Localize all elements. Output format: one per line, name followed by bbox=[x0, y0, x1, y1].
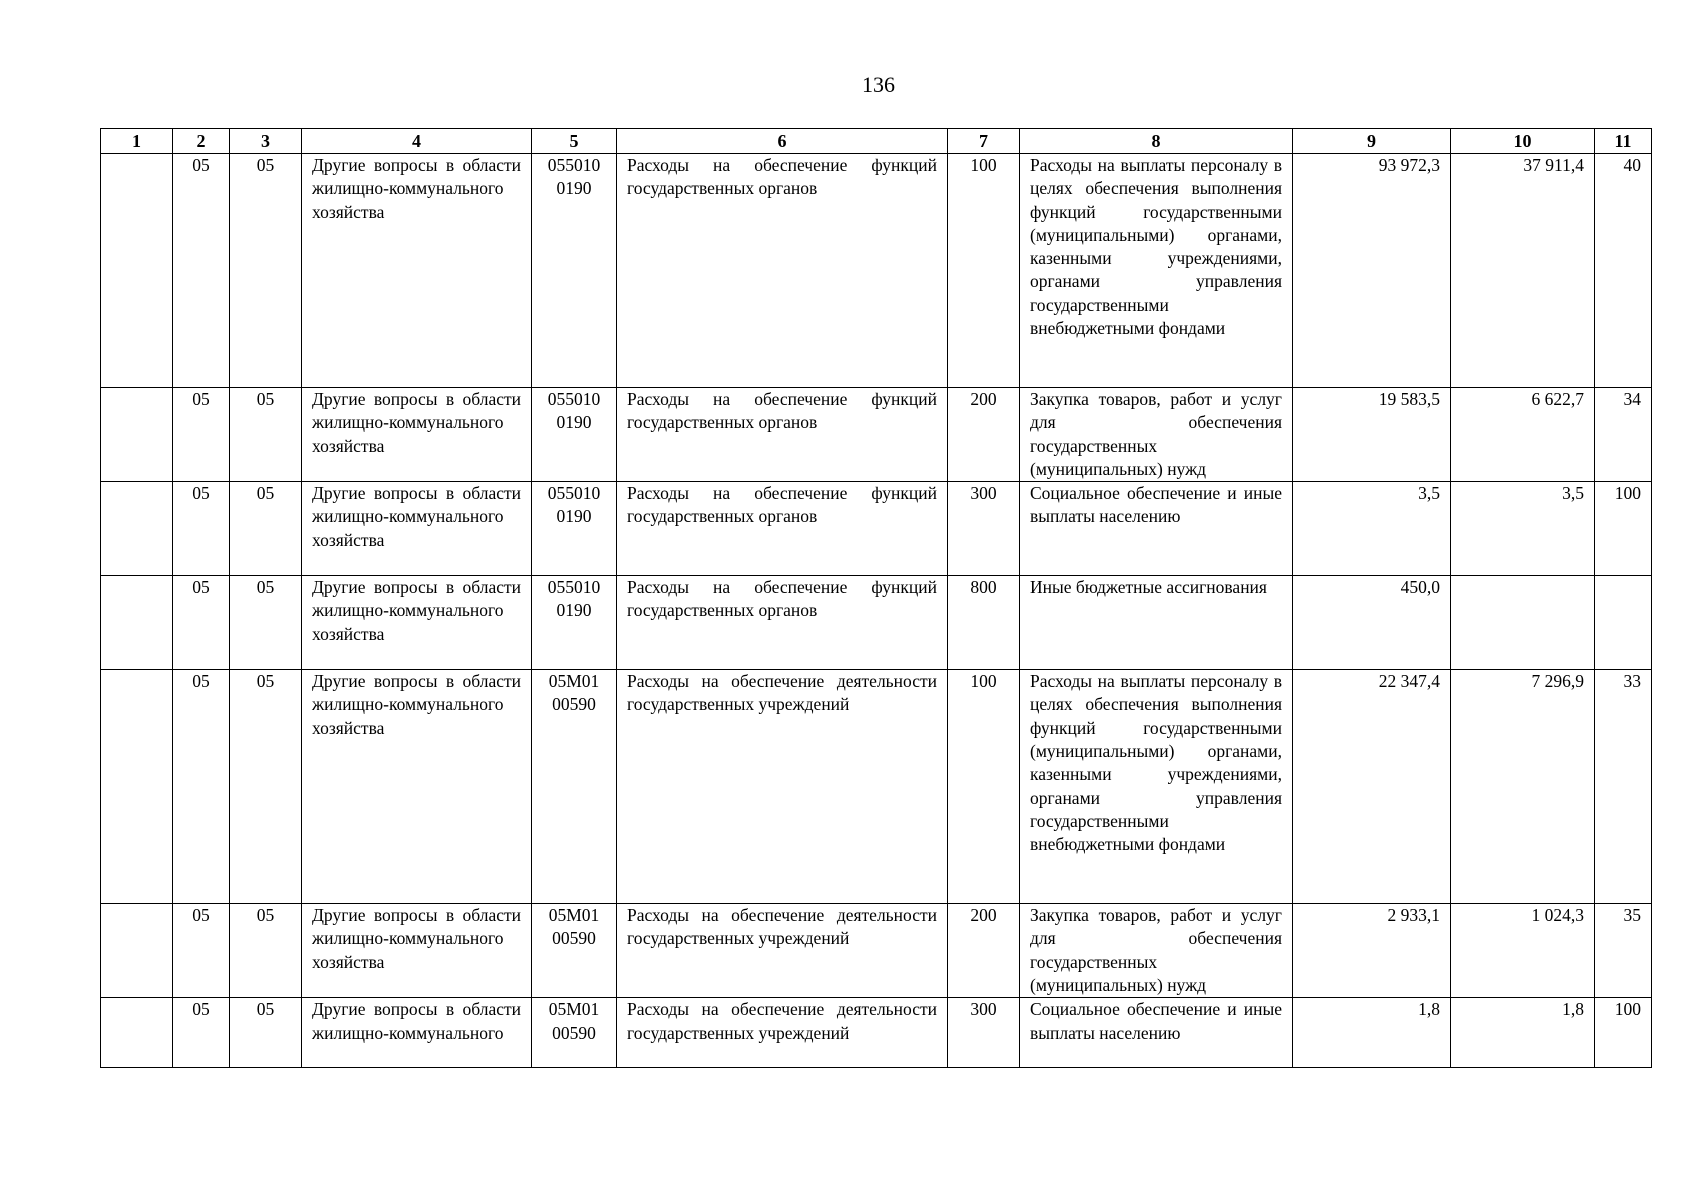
column-header-9: 9 bbox=[1293, 129, 1451, 154]
cell-subsection: 05 bbox=[230, 998, 302, 1068]
cell-expense-type: 200 bbox=[948, 388, 1020, 482]
cell-expense-type: 100 bbox=[948, 154, 1020, 388]
cell-actual-value bbox=[1451, 576, 1595, 670]
cell-plan-value: 93 972,3 bbox=[1293, 154, 1451, 388]
cell-subsection-name: Другие вопросы в области жилищно-коммунального bbox=[302, 998, 532, 1068]
column-header-10: 10 bbox=[1451, 129, 1595, 154]
cell-actual-value: 1,8 bbox=[1451, 998, 1595, 1068]
cell-percent: 100 bbox=[1595, 482, 1652, 576]
cell-subsection-name: Другие вопросы в области жилищно-коммунального хозяйства bbox=[302, 482, 532, 576]
cell-percent: 100 bbox=[1595, 998, 1652, 1068]
cell-expense-name: Социальное обеспечение и иные выплаты населению bbox=[1020, 482, 1293, 576]
cell-col1 bbox=[101, 904, 173, 998]
table-row bbox=[101, 998, 1652, 1068]
cell-plan-value: 22 347,4 bbox=[1293, 670, 1451, 904]
page-number: 136 bbox=[862, 72, 895, 97]
table-header-row bbox=[101, 129, 1652, 154]
cell-col1 bbox=[101, 482, 173, 576]
cell-target-name: Расходы на обеспечение деятельности государственных учреждений bbox=[617, 998, 948, 1068]
cell-percent: 34 bbox=[1595, 388, 1652, 482]
cell-subsection: 05 bbox=[230, 576, 302, 670]
cell-actual-value: 1 024,3 bbox=[1451, 904, 1595, 998]
table-row bbox=[101, 154, 1652, 388]
cell-expense-name: Закупка товаров, работ и услуг для обеспечения государственных (муниципальных) нужд bbox=[1020, 388, 1293, 482]
cell-percent: 40 bbox=[1595, 154, 1652, 388]
cell-actual-value: 6 622,7 bbox=[1451, 388, 1595, 482]
cell-plan-value: 1,8 bbox=[1293, 998, 1451, 1068]
cell-percent: 33 bbox=[1595, 670, 1652, 904]
column-header-7: 7 bbox=[948, 129, 1020, 154]
cell-actual-value: 37 911,4 bbox=[1451, 154, 1595, 388]
column-header-1: 1 bbox=[101, 129, 173, 154]
cell-section: 05 bbox=[173, 904, 230, 998]
cell-target-name: Расходы на обеспечение деятельности государственных учреждений bbox=[617, 904, 948, 998]
cell-target-code: 05М01 00590 bbox=[532, 904, 617, 998]
cell-target-name: Расходы на обеспечение функций государственных органов bbox=[617, 576, 948, 670]
cell-expense-name: Иные бюджетные ассигнования bbox=[1020, 576, 1293, 670]
cell-plan-value: 2 933,1 bbox=[1293, 904, 1451, 998]
cell-target-code: 05М01 00590 bbox=[532, 670, 617, 904]
column-header-3: 3 bbox=[230, 129, 302, 154]
cell-col1 bbox=[101, 998, 173, 1068]
cell-target-name: Расходы на обеспечение деятельности государственных учреждений bbox=[617, 670, 948, 904]
cell-plan-value: 450,0 bbox=[1293, 576, 1451, 670]
cell-expense-type: 100 bbox=[948, 670, 1020, 904]
cell-col1 bbox=[101, 670, 173, 904]
cell-expense-name: Социальное обеспечение и иные выплаты населению bbox=[1020, 998, 1293, 1068]
cell-col1 bbox=[101, 388, 173, 482]
cell-section: 05 bbox=[173, 482, 230, 576]
cell-subsection: 05 bbox=[230, 388, 302, 482]
cell-target-code: 055010 0190 bbox=[532, 154, 617, 388]
column-header-4: 4 bbox=[302, 129, 532, 154]
cell-plan-value: 19 583,5 bbox=[1293, 388, 1451, 482]
cell-subsection: 05 bbox=[230, 904, 302, 998]
cell-subsection-name: Другие вопросы в области жилищно-коммунального хозяйства bbox=[302, 904, 532, 998]
table-row bbox=[101, 388, 1652, 482]
cell-expense-type: 300 bbox=[948, 482, 1020, 576]
cell-section: 05 bbox=[173, 670, 230, 904]
cell-target-name: Расходы на обеспечение функций государственных органов bbox=[617, 482, 948, 576]
cell-subsection-name: Другие вопросы в области жилищно-коммунального хозяйства bbox=[302, 388, 532, 482]
budget-table bbox=[100, 128, 1652, 1068]
cell-section: 05 bbox=[173, 154, 230, 388]
cell-section: 05 bbox=[173, 576, 230, 670]
column-header-6: 6 bbox=[617, 129, 948, 154]
cell-expense-type: 300 bbox=[948, 998, 1020, 1068]
cell-plan-value: 3,5 bbox=[1293, 482, 1451, 576]
cell-subsection: 05 bbox=[230, 482, 302, 576]
cell-subsection-name: Другие вопросы в области жилищно-коммунального хозяйства bbox=[302, 154, 532, 388]
cell-expense-type: 800 bbox=[948, 576, 1020, 670]
cell-col1 bbox=[101, 576, 173, 670]
cell-actual-value: 3,5 bbox=[1451, 482, 1595, 576]
cell-subsection: 05 bbox=[230, 154, 302, 388]
cell-expense-type: 200 bbox=[948, 904, 1020, 998]
cell-target-code: 05М01 00590 bbox=[532, 998, 617, 1068]
column-header-11: 11 bbox=[1595, 129, 1652, 154]
column-header-2: 2 bbox=[173, 129, 230, 154]
table-row bbox=[101, 482, 1652, 576]
cell-percent bbox=[1595, 576, 1652, 670]
cell-subsection: 05 bbox=[230, 670, 302, 904]
cell-target-name: Расходы на обеспечение функций государственных органов bbox=[617, 388, 948, 482]
cell-expense-name: Закупка товаров, работ и услуг для обеспечения государственных (муниципальных) нужд bbox=[1020, 904, 1293, 998]
cell-expense-name: Расходы на выплаты персоналу в целях обеспечения выполнения функций государственными (муниципальными) органами, казенными учреждениями, органами управления государственными внебюджетными фондами bbox=[1020, 670, 1293, 904]
cell-actual-value: 7 296,9 bbox=[1451, 670, 1595, 904]
cell-section: 05 bbox=[173, 998, 230, 1068]
column-header-5: 5 bbox=[532, 129, 617, 154]
page-header bbox=[0, 72, 1697, 100]
cell-subsection-name: Другие вопросы в области жилищно-коммунального хозяйства bbox=[302, 576, 532, 670]
table-row bbox=[101, 904, 1652, 998]
cell-target-code: 055010 0190 bbox=[532, 482, 617, 576]
column-header-8: 8 bbox=[1020, 129, 1293, 154]
cell-expense-name: Расходы на выплаты персоналу в целях обеспечения выполнения функций государственными (муниципальными) органами, казенными учреждениями, органами управления государственными внебюджетными фондами bbox=[1020, 154, 1293, 388]
cell-target-code: 055010 0190 bbox=[532, 388, 617, 482]
cell-section: 05 bbox=[173, 388, 230, 482]
cell-target-name: Расходы на обеспечение функций государственных органов bbox=[617, 154, 948, 388]
cell-subsection-name: Другие вопросы в области жилищно-коммунального хозяйства bbox=[302, 670, 532, 904]
cell-percent: 35 bbox=[1595, 904, 1652, 998]
table-row bbox=[101, 576, 1652, 670]
cell-target-code: 055010 0190 bbox=[532, 576, 617, 670]
cell-col1 bbox=[101, 154, 173, 388]
table-row bbox=[101, 670, 1652, 904]
